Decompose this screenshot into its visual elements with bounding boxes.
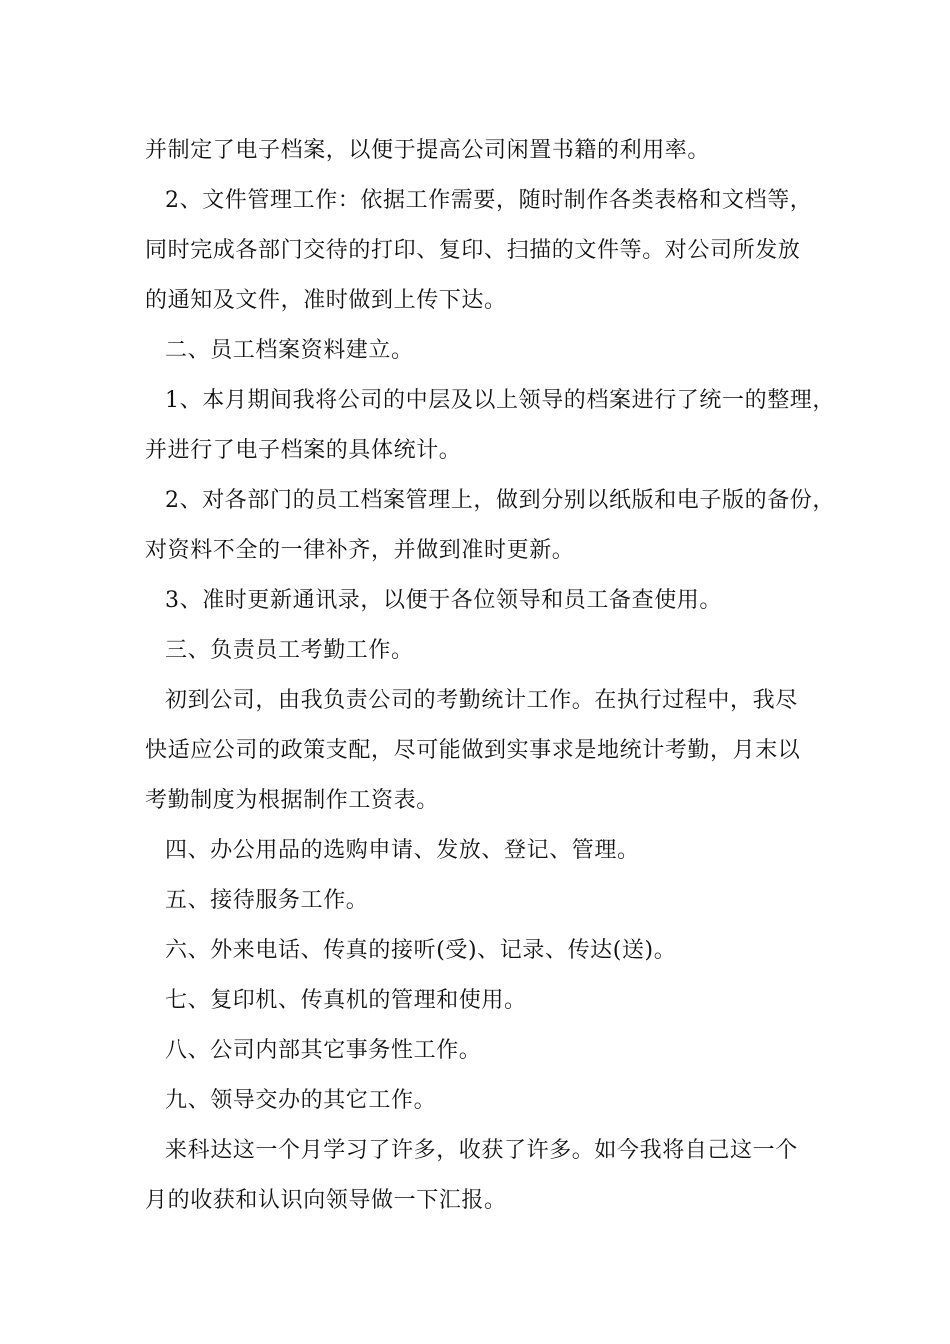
section-heading: 七、复印机、传真机的管理和使用。 [165,988,527,1013]
text-line: 并进行了电子档案的具体统计。 [145,438,462,463]
section-heading: 三、负责员工考勤工作。 [165,638,414,663]
section-heading: 八、公司内部其它事务性工作。 [165,1038,482,1063]
text-line: 2、对各部门的员工档案管理上，做到分别以纸版和电子版的备份， [165,488,835,513]
section-heading: 九、领导交办的其它工作。 [165,1088,437,1113]
text-line: 1、本月期间我将公司的中层及以上领导的档案进行了统一的整理， [165,388,835,413]
text-line: 对资料不全的一律补齐，并做到准时更新。 [145,538,575,563]
text-line: 的通知及文件，准时做到上传下达。 [145,288,507,313]
text-line: 月的收获和认识向领导做一下汇报。 [145,1188,507,1213]
text-line: 快适应公司的政策支配，尽可能做到实事求是地统计考勤，月末以 [145,738,801,763]
text-line: 来科达这一个月学习了许多，收获了许多。如今我将自己这一个 [165,1138,798,1163]
text-line: 考勤制度为根据制作工资表。 [145,788,439,813]
section-heading: 六、外来电话、传真的接听(受)、记录、传达(送)。 [165,938,677,963]
text-line: 同时完成各部门交待的打印、复印、扫描的文件等。对公司所发放 [145,238,801,263]
text-line: 并制定了电子档案，以便于提高公司闲置书籍的利用率。 [145,138,711,163]
section-heading: 二、员工档案资料建立。 [165,338,414,363]
text-line: 初到公司，由我负责公司的考勤统计工作。在执行过程中，我尽 [165,688,798,713]
text-line: 2、文件管理工作：依据工作需要，随时制作各类表格和文档等， [165,188,813,213]
section-heading: 四、办公用品的选购申请、发放、登记、管理。 [165,838,640,863]
section-heading: 五、接待服务工作。 [165,888,369,913]
text-line: 3、准时更新通讯录，以便于各位领导和员工备查使用。 [165,588,722,613]
